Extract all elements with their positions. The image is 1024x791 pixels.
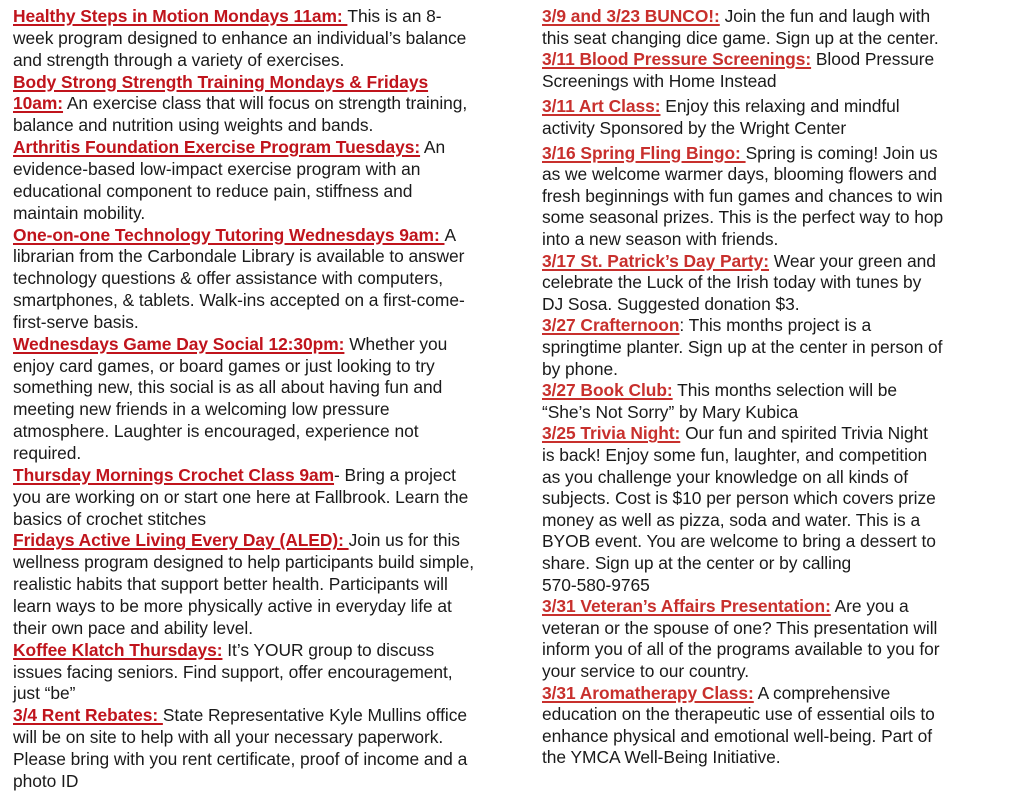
event-description-text: as we welcome warmer days, blooming flowers and (542, 164, 937, 185)
event-description-text: learn ways to be more physically active in everyday life at (13, 595, 452, 616)
event-title: Thursday Mornings Crochet Class 9am (13, 464, 335, 485)
event-description-text: activity Sponsored by the Wright Center (542, 118, 847, 138)
event-description-line (542, 467, 908, 487)
event-description-text: evidence-based low-impact exercise program with an (13, 158, 421, 179)
event-description-line (13, 290, 465, 310)
event-title: 3/31 Aromatherapy Class: (542, 682, 754, 703)
event-description-text: fresh beginnings with fun games and chances to win (542, 185, 943, 206)
event-heading-line (542, 6, 930, 26)
event-heading-line (13, 640, 434, 660)
event-description-text: Our fun and spirited Trivia Night (680, 423, 928, 444)
event-description-line (542, 71, 776, 91)
event-description-line (13, 596, 452, 616)
event-description-line (13, 159, 420, 179)
event-description-text: is back! Enjoy some fun, laughter, and competition (542, 445, 928, 465)
event-title: 3/4 Rent Rebates: (13, 705, 163, 726)
event-description-text: BYOB event. You are welcome to bring a dessert to (542, 531, 936, 552)
event-heading-line (13, 72, 428, 92)
event-description-line (542, 402, 798, 422)
event-heading-line (13, 530, 460, 550)
event-description-text: education on the therapeutic use of essential oils to (542, 704, 935, 725)
event-title: Healthy Steps in Motion Mondays 11am: (13, 6, 348, 26)
event-description-line (13, 618, 253, 638)
event-description-text: maintain mobility. (13, 202, 146, 223)
event-description-line (13, 268, 443, 288)
event-heading-line (13, 705, 467, 725)
event-description-text: 570-580-9765 (542, 574, 650, 595)
event-description-text: A (444, 224, 457, 245)
event-title: Koffee Klatch Thursdays: (13, 639, 223, 660)
event-description-line (13, 487, 468, 507)
event-description-text: you are working on or start one here at Fallbrook. Learn the (13, 486, 469, 507)
event-description-text: An (420, 137, 446, 158)
event-description-text: educational component to reduce pain, stiffness and (13, 180, 413, 201)
event-description-line (13, 443, 81, 463)
event-description-text: An exercise class that will focus on strength training, (63, 93, 468, 114)
event-description-text: just “be” (13, 683, 76, 704)
event-heading-line (542, 143, 938, 163)
event-description-line (542, 661, 749, 681)
event-description-text: Enjoy this relaxing and mindful (660, 96, 900, 117)
event-description-line (542, 575, 650, 595)
event-description-line (13, 356, 435, 376)
event-description-text: State Representative Kyle Mullins office (162, 705, 467, 726)
event-description-line (542, 164, 937, 184)
event-heading-line (542, 251, 936, 271)
event-description-text: It’s YOUR group to discuss (222, 639, 435, 660)
event-description-text: smartphones, & tablets. Walk-ins accepted on a first-come- (13, 290, 465, 311)
event-description-text: share. Sign up at the center or by calling (542, 553, 852, 573)
event-description-text: Screenings with Home Instead (542, 70, 777, 91)
event-description-line (542, 186, 943, 206)
event-description-line (13, 50, 344, 70)
event-description-text: week program designed to enhance an individual’s balance (13, 27, 467, 48)
event-description-line (542, 488, 936, 508)
event-title: 3/17 St. Patrick’s Day Party: (542, 250, 770, 271)
event-heading-line (542, 96, 900, 116)
event-description-text: Spring is coming! Join us (745, 142, 938, 163)
event-description-line (542, 118, 846, 138)
event-description-text: will be on site to help with all your necessary paperwork. (13, 727, 444, 748)
event-description-text: subjects. Cost is $10 per person which covers prize (542, 488, 936, 509)
event-title: Fridays Active Living Every Day (ALED): (13, 530, 349, 551)
event-title: 3/31 Veteran’s Affairs Presentation: (542, 596, 831, 617)
event-description-text: Are you a (830, 596, 909, 617)
event-description-text: the YMCA Well-Being Initiative. (542, 747, 781, 768)
event-description-text: enhance physical and emotional well-being. Part of (542, 725, 932, 746)
event-description-line (13, 509, 206, 529)
event-description-line (542, 28, 939, 48)
event-description-line (13, 93, 467, 113)
event-description-line (13, 115, 373, 135)
event-description-line (13, 203, 145, 223)
event-description-line (542, 747, 781, 767)
event-description-line (542, 445, 927, 465)
event-description-line (542, 639, 940, 659)
event-description-line (542, 337, 942, 357)
event-title: 3/11 Blood Pressure Screenings: (542, 49, 812, 70)
event-heading-line (542, 683, 890, 703)
event-description-text: basics of crochet stitches (13, 508, 206, 529)
event-description-text: A comprehensive (753, 682, 891, 703)
event-description-line (542, 207, 943, 227)
event-heading-line (13, 465, 456, 485)
event-description-line (13, 574, 448, 594)
event-description-line (13, 552, 474, 572)
event-description-text: something new, this social is as all about having fun and (13, 377, 443, 398)
event-description-text: “She’s Not Sorry” by Mary Kubica (542, 401, 799, 422)
event-description-text: balance and nutrition using weights and bands. (13, 115, 374, 136)
event-heading-line (542, 423, 928, 443)
event-description-text: some seasonal prizes. This is the perfect way to hop (542, 207, 944, 228)
event-description-text: librarian from the Carbondale Library is available to answer (13, 246, 465, 267)
event-description-line (13, 377, 442, 397)
event-heading-line (13, 334, 447, 354)
event-description-text: This months selection will be (672, 380, 898, 401)
event-title: 3/9 and 3/23 BUNCO!: (542, 6, 720, 26)
event-description-text: wellness program designed to help participants build simple, (13, 552, 475, 573)
event-description-text: Join the fun and laugh with (719, 6, 931, 26)
event-description-text: your service to our country. (542, 661, 750, 681)
event-description-text: Join us for this (348, 530, 460, 551)
event-description-line (542, 553, 851, 573)
event-description-text: celebrate the Luck of the Irish today with tunes by (542, 272, 922, 293)
event-description-text: atmosphere. Laughter is encouraged, experience not (13, 421, 419, 442)
event-description-text: by phone. (542, 358, 618, 379)
event-description-text: realistic habits that support better health. Participants will (13, 574, 448, 595)
event-description-text: and strength through a variety of exercises. (13, 49, 345, 70)
event-description-text: Please bring with you rent certificate, proof of income and a (13, 748, 468, 769)
event-description-line (542, 359, 618, 379)
event-description-text: issues facing seniors. Find support, offer encouragement, (13, 661, 453, 682)
event-description-text: photo ID (13, 770, 79, 791)
event-description-text: into a new season with friends. (542, 229, 779, 249)
event-description-text: their own pace and ability level. (13, 617, 254, 638)
event-title: Arthritis Foundation Exercise Program Tuesdays: (13, 137, 421, 158)
event-description-text: veteran or the spouse of one? This presentation will (542, 617, 938, 638)
event-title: One-on-one Technology Tutoring Wednesdays 9am: (13, 224, 445, 245)
event-title: 3/27 Crafternoon (542, 315, 680, 336)
event-description-text: inform you of all of the programs available to you for (542, 639, 940, 660)
event-description-text: as you challenge your knowledge on all kinds of (542, 466, 908, 487)
event-title: Wednesdays Game Day Social 12:30pm: (13, 333, 345, 354)
event-description-line (542, 531, 936, 551)
event-description-line (13, 246, 464, 266)
event-description-text: Wear your green and (769, 250, 936, 271)
event-heading-line (542, 315, 871, 335)
event-description-line (542, 510, 920, 530)
event-description-text: this seat changing dice game. Sign up at the center. (542, 27, 939, 48)
event-description-text: money as well as pizza, soda and water. This is a (542, 509, 921, 530)
event-description-text: springtime planter. Sign up at the center in person of (542, 337, 943, 357)
event-description-line (13, 727, 443, 747)
event-heading-line (542, 49, 934, 69)
event-description-text: : This months project is a (679, 315, 872, 336)
event-title: 3/11 Art Class: (542, 96, 661, 117)
event-heading-line (542, 380, 897, 400)
event-description-line (542, 618, 937, 638)
event-description-text: required. (13, 443, 82, 463)
event-heading-line (13, 6, 441, 26)
event-description-line (542, 294, 800, 314)
event-description-line (13, 28, 466, 48)
event-description-text: enjoy card games, or board games or just looking to try (13, 355, 435, 376)
event-heading-line (13, 137, 445, 157)
event-description-line (542, 229, 778, 249)
event-title: Body Strong Strength Training Mondays & Fridays (13, 71, 429, 92)
event-description-text: meeting new friends in a welcoming low pressure (13, 399, 390, 420)
event-description-text: This is an 8- (347, 6, 442, 26)
event-description-line (542, 272, 921, 292)
event-description-line (13, 421, 418, 441)
event-title: 3/16 Spring Fling Bingo: (542, 142, 746, 163)
event-description-line (13, 771, 78, 791)
event-description-line (13, 749, 467, 769)
event-description-line (13, 399, 390, 419)
event-description-text: - Bring a project (334, 464, 456, 485)
event-description-text: technology questions & offer assistance with computers, (13, 268, 443, 289)
event-description-text: Whether you (344, 333, 448, 354)
event-title: 3/27 Book Club: (542, 380, 673, 401)
event-title: 10am: (13, 93, 64, 114)
event-description-line (13, 181, 412, 201)
event-description-line (13, 312, 139, 332)
event-title: 3/25 Trivia Night: (542, 423, 681, 444)
event-description-text: Blood Pressure (811, 49, 935, 70)
event-description-line (13, 662, 453, 682)
event-description-line (13, 683, 75, 703)
event-description-line (542, 726, 932, 746)
event-description-text: first-serve basis. (13, 311, 139, 332)
event-heading-line (13, 225, 456, 245)
event-description-text: DJ Sosa. Suggested donation $3. (542, 293, 800, 314)
event-heading-line (542, 596, 909, 616)
event-description-line (542, 704, 935, 724)
